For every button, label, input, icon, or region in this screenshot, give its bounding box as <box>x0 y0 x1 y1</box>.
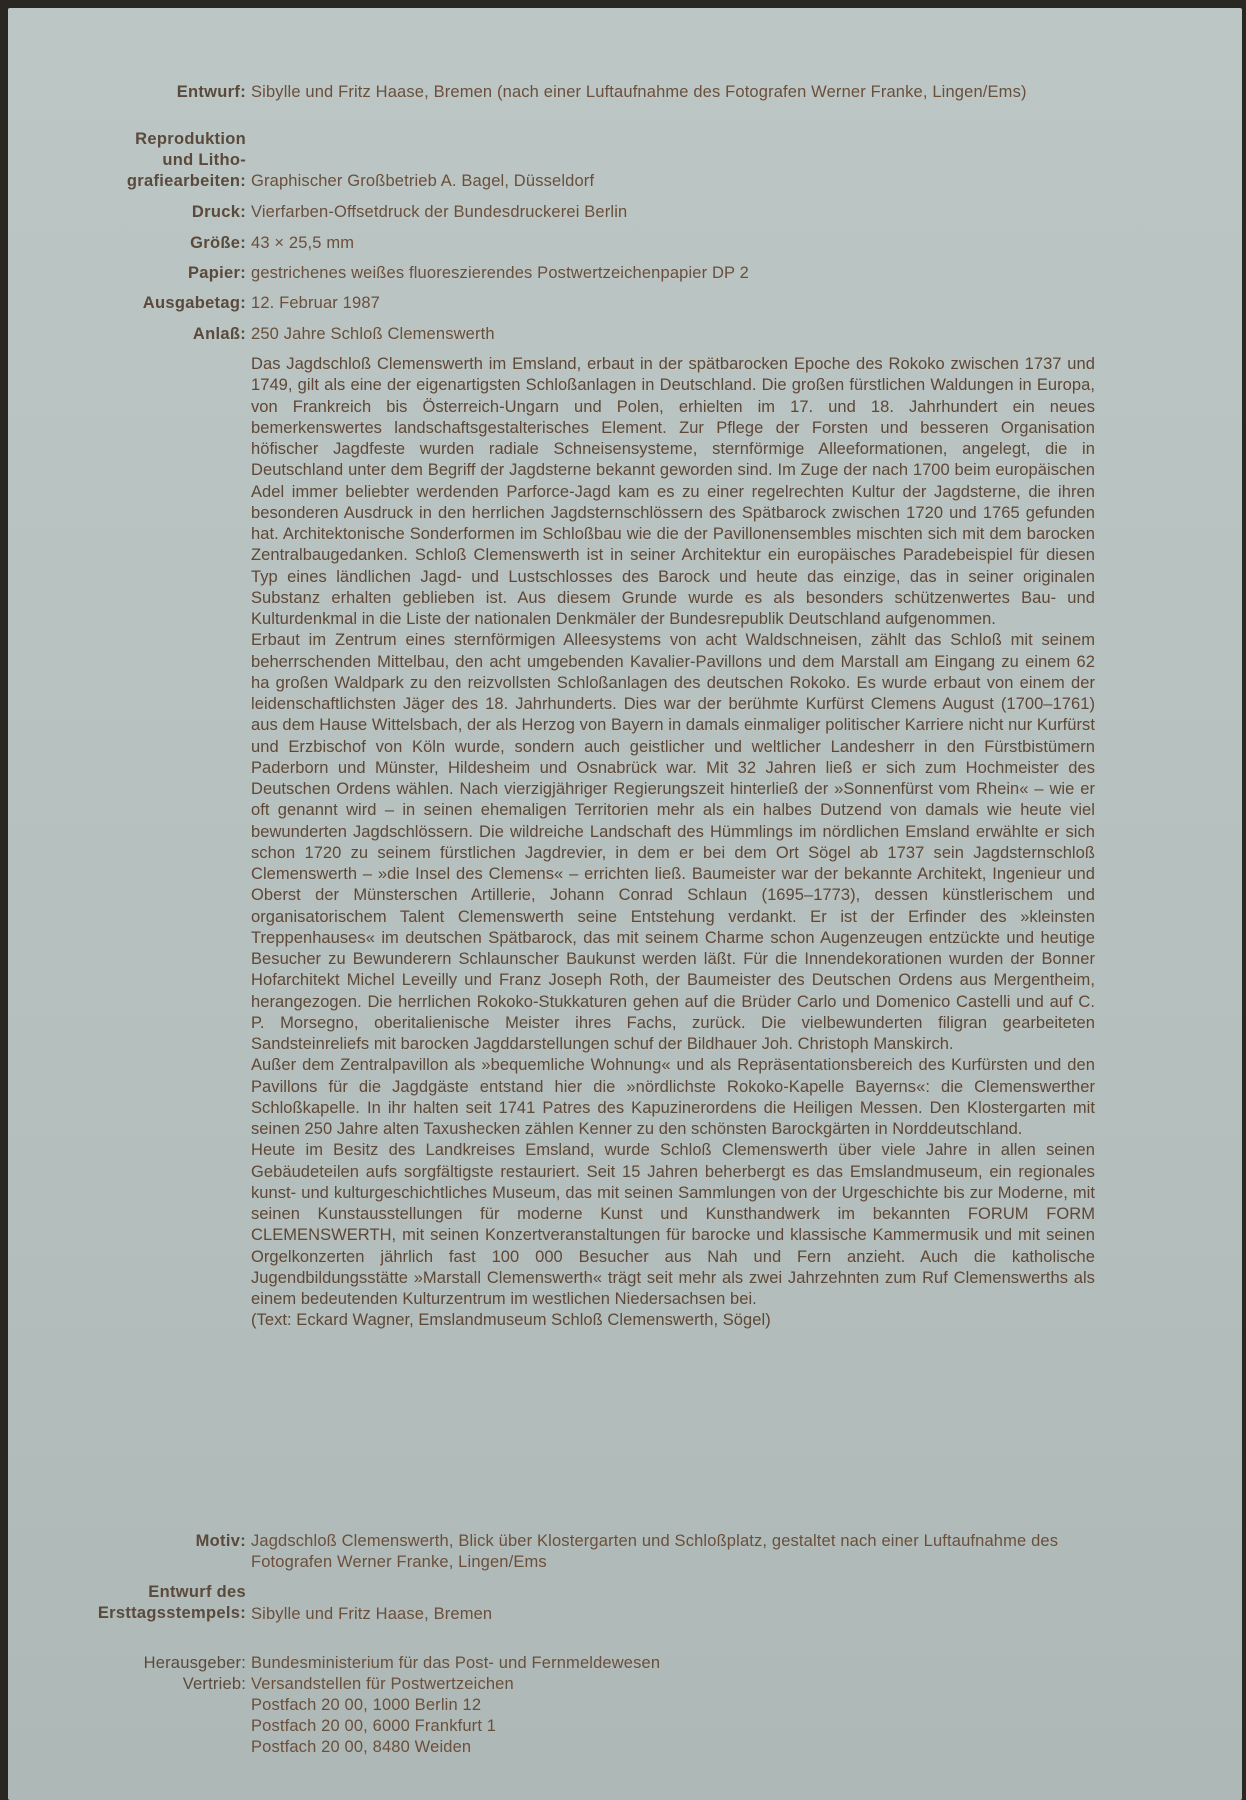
vertrieb-line-1: Versandstellen für Postwertzeichen <box>251 1675 514 1693</box>
value-groesse: 43 × 25,5 mm <box>251 234 355 252</box>
label-anlass: Anlaß: <box>192 325 246 343</box>
anlass-paragraph-4: Heute im Besitz des Landkreises Emsland, wurde Schloß Clemenswerth über viele Jahre in allen seinen Gebäudeteilen aufs sorgfältigste restauriert. Seit 15 Jahren beherbergt es das Emslandmuseum, ein regionales kunst- und kulturgeschichtliches Museum, das mit seinen Sammlungen von der Urgeschichte bis zur Moderne, mit seinen Kunstausstellungen für moderne Kunst und Kunsthandwerk im bekannten FORUM FORM CLEMENSWERTH, mit seinen Konzertveranstaltungen für barocke und klassische Kammermusik und mit seinen Orgelkonzerten jährlich fast 100 000 Besucher aus Nah und Fern anzieht. Auch die katholische Jugendbildungsstätte »Marstall Clemenswerth« trägt seit mehr als zwei Jahrzehnten zum Ruf Clemenswerths als einem bedeutenden Kulturzentrum im westlichen Niedersachsen bei. <box>251 1141 1095 1308</box>
label-herausgeber: Herausgeber: <box>143 1654 246 1672</box>
label-entwurf: Entwurf: <box>176 83 246 101</box>
document-sheet <box>8 8 1242 1800</box>
value-motiv: Jagdschloß Clemenswerth, Blick über Klostergarten und Schloßplatz, gestaltet nach einer Luftaufnahme des Fotografen Werner Franke, Lingen/Ems <box>251 1532 1059 1571</box>
anlass-paragraph-5: (Text: Eckard Wagner, Emslandmuseum Schloß Clemenswerth, Sögel) <box>251 1311 771 1330</box>
label-ersttagsstempel-line1: Entwurf des <box>148 1583 246 1601</box>
anlass-paragraph-3: Außer dem Zentralpavillon als »bequemliche Wohnung« und als Repräsentationsbereich des Kurfürsten und den Pavillons für die Jagdgäste entstand hier die »nördlichste Rokoko-Kapelle Bayerns«: die Clemenswerther Schloßkapelle. In ihr halten seit 1741 Patres des Kapuzinerordens die Heiligen Messen. Den Klostergarten mit seinen 250 Jahre alten Taxushecken zählen Kenner zu den schönsten Barockgärten in Norddeutschland. <box>251 1056 1095 1138</box>
label-papier: Papier: <box>187 264 246 282</box>
label-reproduktion-line1: Reproduktion <box>135 130 246 148</box>
label-ausgabetag: Ausgabetag: <box>142 294 246 312</box>
anlass-body-text <box>251 354 1095 1332</box>
label-groesse: Größe: <box>190 234 246 252</box>
label-vertrieb: Vertrieb: <box>182 1675 246 1693</box>
label-reproduktion-line3: grafiearbeiten: <box>126 172 246 190</box>
label-ersttagsstempel <box>98 1582 246 1624</box>
label-reproduktion <box>127 129 246 192</box>
label-motiv: Motiv: <box>195 1532 246 1550</box>
label-druck: Druck: <box>191 203 246 221</box>
label-ersttagsstempel-line2: Ersttagsstempels: <box>97 1604 246 1622</box>
value-entwurf: Sibylle und Fritz Haase, Bremen (nach einer Luftaufnahme des Fotografen Werner Franke, Lingen/Ems) <box>251 83 1027 101</box>
vertrieb-line-4: Postfach 20 00, 8480 Weiden <box>251 1738 472 1756</box>
label-reproduktion-line2: und Litho- <box>162 151 246 169</box>
value-papier: gestrichenes weißes fluoreszierendes Postwertzeichenpapier DP 2 <box>251 264 749 282</box>
value-druck: Vierfarben-Offsetdruck der Bundesdruckerei Berlin <box>251 203 628 221</box>
value-reproduktion: Graphischer Großbetrieb A. Bagel, Düsseldorf <box>251 172 595 190</box>
value-herausgeber: Bundesministerium für das Post- und Fernmeldewesen <box>251 1654 661 1672</box>
vertrieb-line-2: Postfach 20 00, 1000 Berlin 12 <box>251 1696 482 1714</box>
value-vertrieb <box>251 1674 1095 1758</box>
vertrieb-line-3: Postfach 20 00, 6000 Frankfurt 1 <box>251 1717 497 1735</box>
value-anlass: 250 Jahre Schloß Clemenswerth <box>251 325 495 343</box>
value-ersttagsstempel: Sibylle und Fritz Haase, Bremen <box>251 1605 493 1623</box>
value-ausgabetag: 12. Februar 1987 <box>251 294 380 312</box>
anlass-paragraph-1: Das Jagdschloß Clemenswerth im Emsland, erbaut in der spätbarocken Epoche des Rokoko zwischen 1737 und 1749, gilt als eine der eigenartigsten Schloßanlagen in Deutschland. Die großen fürstlichen Waldungen in Europa, von Frankreich bis Österreich-Ungarn und Polen, erhielten im 17. und 18. Jahrhundert ein neues bemerkenswertes landschaftsgestalterisches Element. Zur Pflege der Forsten und besseren Organisation höfischer Jagdfeste wurden radiale Schneisensysteme, sternförmige Alleeformationen, angelegt, die in Deutschland unter dem Begriff der Jagdsterne bekannt geworden sind. Im Zuge der nach 1700 beim europäischen Adel immer beliebter werdenden Parforce-Jagd kam es zu einer regelrechten Kultur der Jagdsterne, die ihren besonderen Ausdruck in den herrlichen Jagdsternschlössern des Spätbarock zwischen 1720 und 1765 gefunden hat. Architektonische Sonderformen im Schloßbau wie die der Pavillonensembles mischten sich mit dem barocken Zentralbaugedanken. Schloß Clemenswerth ist in seiner Architektur ein europäisches Paradebeispiel für diesen Typ eines ländlichen Jagd- und Lustschlosses des Barock und heute das einzige, das in seiner originalen Substanz erhalten geblieben ist. Aus diesem Grunde wurde es als besonders schützenwertes Bau- und Kulturdenkmal in die Liste der nationalen Denkmäler der Bundesrepublik Deutschland aufgenommen. <box>251 355 1095 628</box>
anlass-paragraph-2: Erbaut im Zentrum eines sternförmigen Alleesystems von acht Waldschneisen, zählt das Schloß mit seinem beherrschenden Mittelbau, den acht umgebenden Kavalier-Pavillons und dem Marstall am Eingang zu einem 62 ha großen Waldpark zu den reizvollsten Schloßanlagen des deutschen Rokoko. Es wurde erbaut von einem der leidenschaftlichsten Jäger des 18. Jahrhunderts. Dies war der berühmte Kurfürst Clemens August (1700–1761) aus dem Hause Wittelsbach, der als Herzog von Bayern in damals einmaliger politischer Karriere nicht nur Kurfürst und Erzbischof von Köln wurde, sondern auch geistlicher und weltlicher Landesherr in den Fürstbistümern Paderborn und Münster, Hildesheim und Osnabrück war. Mit 32 Jahren ließ er sich zum Hochmeister des Deutschen Ordens wählen. Nach vierzigjähriger Regierungszeit hinterließ der »Sonnenfürst vom Rhein« – wie er oft genannt wird – in seinen ehemaligen Territorien mehr als ein halbes Dutzend von damals wie heute viel bewunderten Jagdschlössern. Die wildreiche Landschaft des Hümmlings im nördlichen Emsland erwählte er sich schon 1720 zu seinem fürstlichen Jagdrevier, in dem er bei dem Ort Sögel ab 1737 sein Jagdsternschloß Clemenswerth – »die Insel des Clemens« – errichten ließ. Baumeister war der bekannte Architekt, Ingenieur und Oberst der Münsterschen Artillerie, Johann Conrad Schlaun (1695–1773), dessen künstlerischem und organisatorischem Talent Clemenswerth seine Entstehung verdankt. Er ist der Erfinder des »kleinsten Treppenhauses« im deutschen Spätbarock, das mit seinem Charme schon Augenzeugen entzückte und heutige Besucher zu Bewunderern Schlaunscher Baukunst werden läßt. Für die Innendekorationen wurden der Bonner Hofarchitekt Michel Leveilly und Franz Joseph Roth, der Baumeister des Deutschen Ordens aus Mergentheim, herangezogen. Die herrlichen Rokoko-Stukkaturen gehen auf die Brüder Carlo und Domenico Castelli und auf C. P. Morsegno, oberitalienische Meister ihres Fachs, zurück. Die vielbewunderten filigran gearbeiteten Sandsteinreliefs mit barocken Jagddarstellungen schuf der Bildhauer Joh. Christoph Manskirch. <box>251 631 1095 1053</box>
